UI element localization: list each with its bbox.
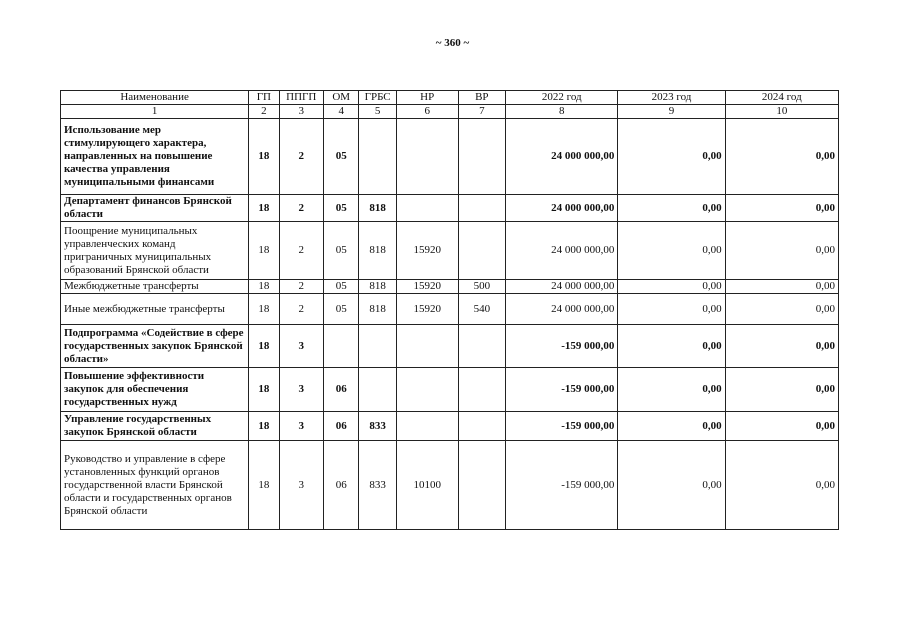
header-grbs: ГРБС bbox=[359, 91, 396, 105]
cell-2024: 0,00 bbox=[725, 412, 838, 441]
cell-ppgp: 2 bbox=[279, 222, 324, 280]
header-2022: 2022 год bbox=[506, 91, 618, 105]
header-nr: НР bbox=[396, 91, 458, 105]
cell-grbs: 818 bbox=[359, 195, 396, 222]
cell-nr bbox=[396, 368, 458, 412]
cell-name: Иные межбюджетные трансферты bbox=[61, 294, 249, 325]
table-row bbox=[61, 325, 839, 368]
cell-name: Межбюджетные трансферты bbox=[61, 280, 249, 294]
cell-ppgp: 3 bbox=[279, 412, 324, 441]
cell-vr bbox=[458, 441, 506, 530]
cell-gp: 18 bbox=[249, 294, 279, 325]
cell-2023: 0,00 bbox=[618, 441, 725, 530]
cell-2024: 0,00 bbox=[725, 441, 838, 530]
cell-ppgp: 3 bbox=[279, 368, 324, 412]
cell-om: 05 bbox=[324, 195, 359, 222]
cell-ppgp: 3 bbox=[279, 441, 324, 530]
cell-vr: 540 bbox=[458, 294, 506, 325]
cell-ppgp: 2 bbox=[279, 195, 324, 222]
cell-name: Использование мер стимулирующего характера, направленных на повышение качества управления муниципальными финансами bbox=[61, 119, 249, 195]
table-body bbox=[61, 119, 839, 530]
column-number: 5 bbox=[359, 105, 396, 119]
cell-gp: 18 bbox=[249, 195, 279, 222]
cell-2024: 0,00 bbox=[725, 368, 838, 412]
column-number: 10 bbox=[725, 105, 838, 119]
cell-ppgp: 2 bbox=[279, 280, 324, 294]
cell-name: Поощрение муниципальных управленческих команд приграничных муниципальных образований Брянской области bbox=[61, 222, 249, 280]
cell-grbs: 818 bbox=[359, 222, 396, 280]
cell-2022: -159 000,00 bbox=[506, 441, 618, 530]
header-row bbox=[61, 91, 839, 105]
cell-2024: 0,00 bbox=[725, 280, 838, 294]
column-number: 2 bbox=[249, 105, 279, 119]
column-number: 8 bbox=[506, 105, 618, 119]
cell-2023: 0,00 bbox=[618, 325, 725, 368]
cell-grbs bbox=[359, 368, 396, 412]
cell-nr bbox=[396, 412, 458, 441]
cell-2024: 0,00 bbox=[725, 222, 838, 280]
cell-2022: 24 000 000,00 bbox=[506, 119, 618, 195]
column-number: 3 bbox=[279, 105, 324, 119]
cell-gp: 18 bbox=[249, 325, 279, 368]
page-number: ~ 360 ~ bbox=[435, 37, 470, 49]
cell-2023: 0,00 bbox=[618, 222, 725, 280]
cell-gp: 18 bbox=[249, 119, 279, 195]
cell-om bbox=[324, 325, 359, 368]
cell-2024: 0,00 bbox=[725, 195, 838, 222]
cell-2023: 0,00 bbox=[618, 119, 725, 195]
cell-nr bbox=[396, 119, 458, 195]
cell-om: 05 bbox=[324, 294, 359, 325]
cell-name: Руководство и управление в сфере установленных функций органов государственной власти Брянской области и государственных органов Брянской области bbox=[61, 441, 249, 530]
cell-grbs bbox=[359, 119, 396, 195]
column-number: 4 bbox=[324, 105, 359, 119]
column-number: 9 bbox=[618, 105, 725, 119]
cell-gp: 18 bbox=[249, 368, 279, 412]
cell-name: Повышение эффективности закупок для обеспечения государственных нужд bbox=[61, 368, 249, 412]
cell-name: Управление государственных закупок Брянской области bbox=[61, 412, 249, 441]
cell-gp: 18 bbox=[249, 280, 279, 294]
header-gp: ГП bbox=[249, 91, 279, 105]
cell-name: Департамент финансов Брянской области bbox=[61, 195, 249, 222]
cell-grbs bbox=[359, 325, 396, 368]
budget-table bbox=[60, 90, 839, 530]
cell-nr bbox=[396, 325, 458, 368]
cell-nr: 15920 bbox=[396, 222, 458, 280]
header-om: ОМ bbox=[324, 91, 359, 105]
header-2024: 2024 год bbox=[725, 91, 838, 105]
cell-2022: 24 000 000,00 bbox=[506, 294, 618, 325]
cell-grbs: 818 bbox=[359, 280, 396, 294]
table-row bbox=[61, 294, 839, 325]
cell-om: 06 bbox=[324, 412, 359, 441]
cell-nr bbox=[396, 195, 458, 222]
cell-2023: 0,00 bbox=[618, 368, 725, 412]
cell-gp: 18 bbox=[249, 441, 279, 530]
cell-2024: 0,00 bbox=[725, 325, 838, 368]
cell-nr: 15920 bbox=[396, 294, 458, 325]
table-row bbox=[61, 368, 839, 412]
cell-grbs: 818 bbox=[359, 294, 396, 325]
cell-vr: 500 bbox=[458, 280, 506, 294]
header-name: Наименование bbox=[61, 91, 249, 105]
cell-2022: -159 000,00 bbox=[506, 412, 618, 441]
cell-2022: 24 000 000,00 bbox=[506, 222, 618, 280]
cell-2023: 0,00 bbox=[618, 412, 725, 441]
column-number: 7 bbox=[458, 105, 506, 119]
column-number: 6 bbox=[396, 105, 458, 119]
cell-vr bbox=[458, 222, 506, 280]
table-row bbox=[61, 412, 839, 441]
cell-nr: 15920 bbox=[396, 280, 458, 294]
column-number-row bbox=[61, 105, 839, 119]
cell-nr: 10100 bbox=[396, 441, 458, 530]
cell-2024: 0,00 bbox=[725, 119, 838, 195]
cell-2022: 24 000 000,00 bbox=[506, 195, 618, 222]
cell-ppgp: 2 bbox=[279, 119, 324, 195]
table-row bbox=[61, 222, 839, 280]
cell-om: 06 bbox=[324, 441, 359, 530]
cell-om: 05 bbox=[324, 119, 359, 195]
table-row bbox=[61, 280, 839, 294]
cell-vr bbox=[458, 368, 506, 412]
header-ppgp: ППГП bbox=[279, 91, 324, 105]
table-row bbox=[61, 441, 839, 530]
cell-2023: 0,00 bbox=[618, 294, 725, 325]
cell-2022: 24 000 000,00 bbox=[506, 280, 618, 294]
cell-om: 05 bbox=[324, 222, 359, 280]
cell-gp: 18 bbox=[249, 222, 279, 280]
cell-vr bbox=[458, 325, 506, 368]
cell-grbs: 833 bbox=[359, 441, 396, 530]
cell-om: 05 bbox=[324, 280, 359, 294]
cell-grbs: 833 bbox=[359, 412, 396, 441]
column-number: 1 bbox=[61, 105, 249, 119]
cell-gp: 18 bbox=[249, 412, 279, 441]
cell-om: 06 bbox=[324, 368, 359, 412]
table-row bbox=[61, 195, 839, 222]
cell-ppgp: 2 bbox=[279, 294, 324, 325]
header-vr: ВР bbox=[458, 91, 506, 105]
cell-2022: -159 000,00 bbox=[506, 368, 618, 412]
cell-2024: 0,00 bbox=[725, 294, 838, 325]
cell-vr bbox=[458, 195, 506, 222]
cell-ppgp: 3 bbox=[279, 325, 324, 368]
table-row bbox=[61, 119, 839, 195]
cell-vr bbox=[458, 412, 506, 441]
cell-2022: -159 000,00 bbox=[506, 325, 618, 368]
cell-2023: 0,00 bbox=[618, 195, 725, 222]
header-2023: 2023 год bbox=[618, 91, 725, 105]
cell-name: Подпрограмма «Содействие в сфере государственных закупок Брянской области» bbox=[61, 325, 249, 368]
cell-2023: 0,00 bbox=[618, 280, 725, 294]
cell-vr bbox=[458, 119, 506, 195]
